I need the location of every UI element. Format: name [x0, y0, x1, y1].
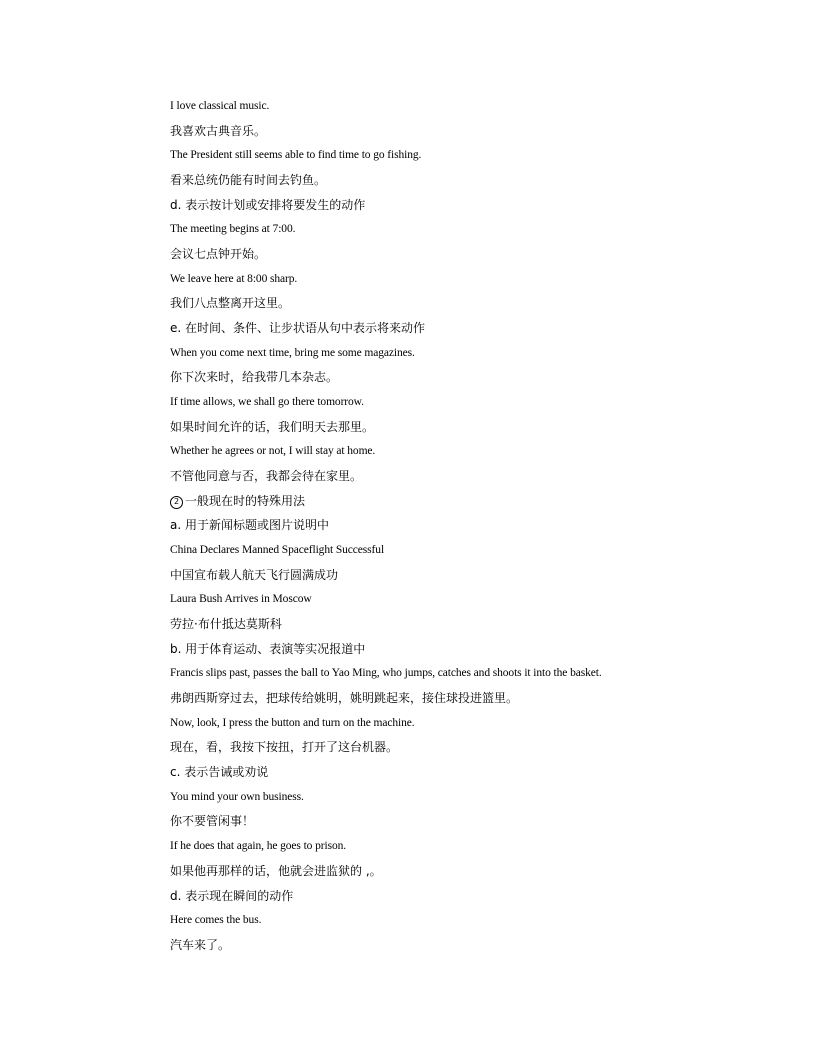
example-sentence-en: Francis slips past, passes the ball to Yao Ming, who jumps, catches and shoots it into the basket. [170, 667, 602, 680]
section-heading-text: 一般现在时的特殊用法 [185, 493, 306, 508]
example-sentence-en: When you come next time, bring me some magazines. [170, 346, 415, 359]
example-translation-zh: 你不要管闲事！ [170, 814, 255, 829]
section-heading [170, 489, 770, 514]
usage-heading: c. 表示告诫或劝说 [170, 765, 269, 780]
example-translation-zh: 我喜欢古典音乐。 [170, 123, 267, 138]
example-translation-zh: 看来总统仍能有时间去钓鱼。 [170, 173, 327, 188]
example-translation-zh: 我们八点整离开这里。 [170, 296, 291, 311]
example-translation-zh: 会议七点钟开始。 [170, 247, 267, 262]
example-sentence-en: Now, look, I press the button and turn on the machine. [170, 716, 415, 729]
example-sentence-en: Whether he agrees or not, I will stay at home. [170, 445, 376, 458]
example-sentence-en: We leave here at 8:00 sharp. [170, 272, 298, 285]
example-sentence-en: The meeting begins at 7:00. [170, 223, 296, 236]
example-translation-zh: 现在，看，我按下按扭，打开了这台机器。 [170, 740, 399, 755]
usage-heading: a. 用于新闻标题或图片说明中 [170, 518, 329, 533]
example-translation-zh: 不管他同意与否，我都会待在家里。 [170, 469, 363, 484]
example-sentence-en: Laura Bush Arrives in Moscow [170, 593, 312, 606]
example-sentence-en: China Declares Manned Spaceflight Successful [170, 544, 385, 557]
document-body [170, 94, 770, 958]
example-translation-zh: 如果他再那样的话，他就会进监狱的 ,。 [170, 863, 382, 878]
example-sentence-en: If he does that again, he goes to prison. [170, 840, 347, 853]
example-translation-zh: 你下次来时，给我带几本杂志。 [170, 370, 339, 385]
example-translation-zh: 劳拉·布什抵达莫斯科 [170, 617, 282, 632]
example-sentence-en: I love classical music. [170, 100, 270, 112]
usage-heading: b. 用于体育运动、表演等实况报道中 [170, 641, 366, 656]
example-sentence-en: You mind your own business. [170, 790, 304, 803]
usage-heading: d. 表示按计划或安排将要发生的动作 [170, 197, 366, 212]
usage-heading: d. 表示现在瞬间的动作 [170, 888, 294, 903]
example-sentence-en: Here comes the bus. [170, 914, 262, 927]
circled-number-marker: 2 [170, 496, 183, 509]
example-sentence-en: If time allows, we shall go there tomorrow. [170, 396, 364, 409]
example-sentence-en: The President still seems able to find time to go fishing. [170, 149, 422, 162]
example-translation-zh: 如果时间允许的话，我们明天去那里。 [170, 419, 375, 434]
example-translation-zh: 弗朗西斯穿过去，把球传给姚明，姚明跳起来，接住球投进篮里。 [170, 691, 519, 706]
example-translation-zh: 汽车来了。 [170, 937, 231, 952]
example-translation-zh: 中国宣布载人航天飞行圆满成功 [170, 567, 339, 582]
usage-heading: e. 在时间、条件、让步状语从句中表示将来动作 [170, 321, 426, 336]
